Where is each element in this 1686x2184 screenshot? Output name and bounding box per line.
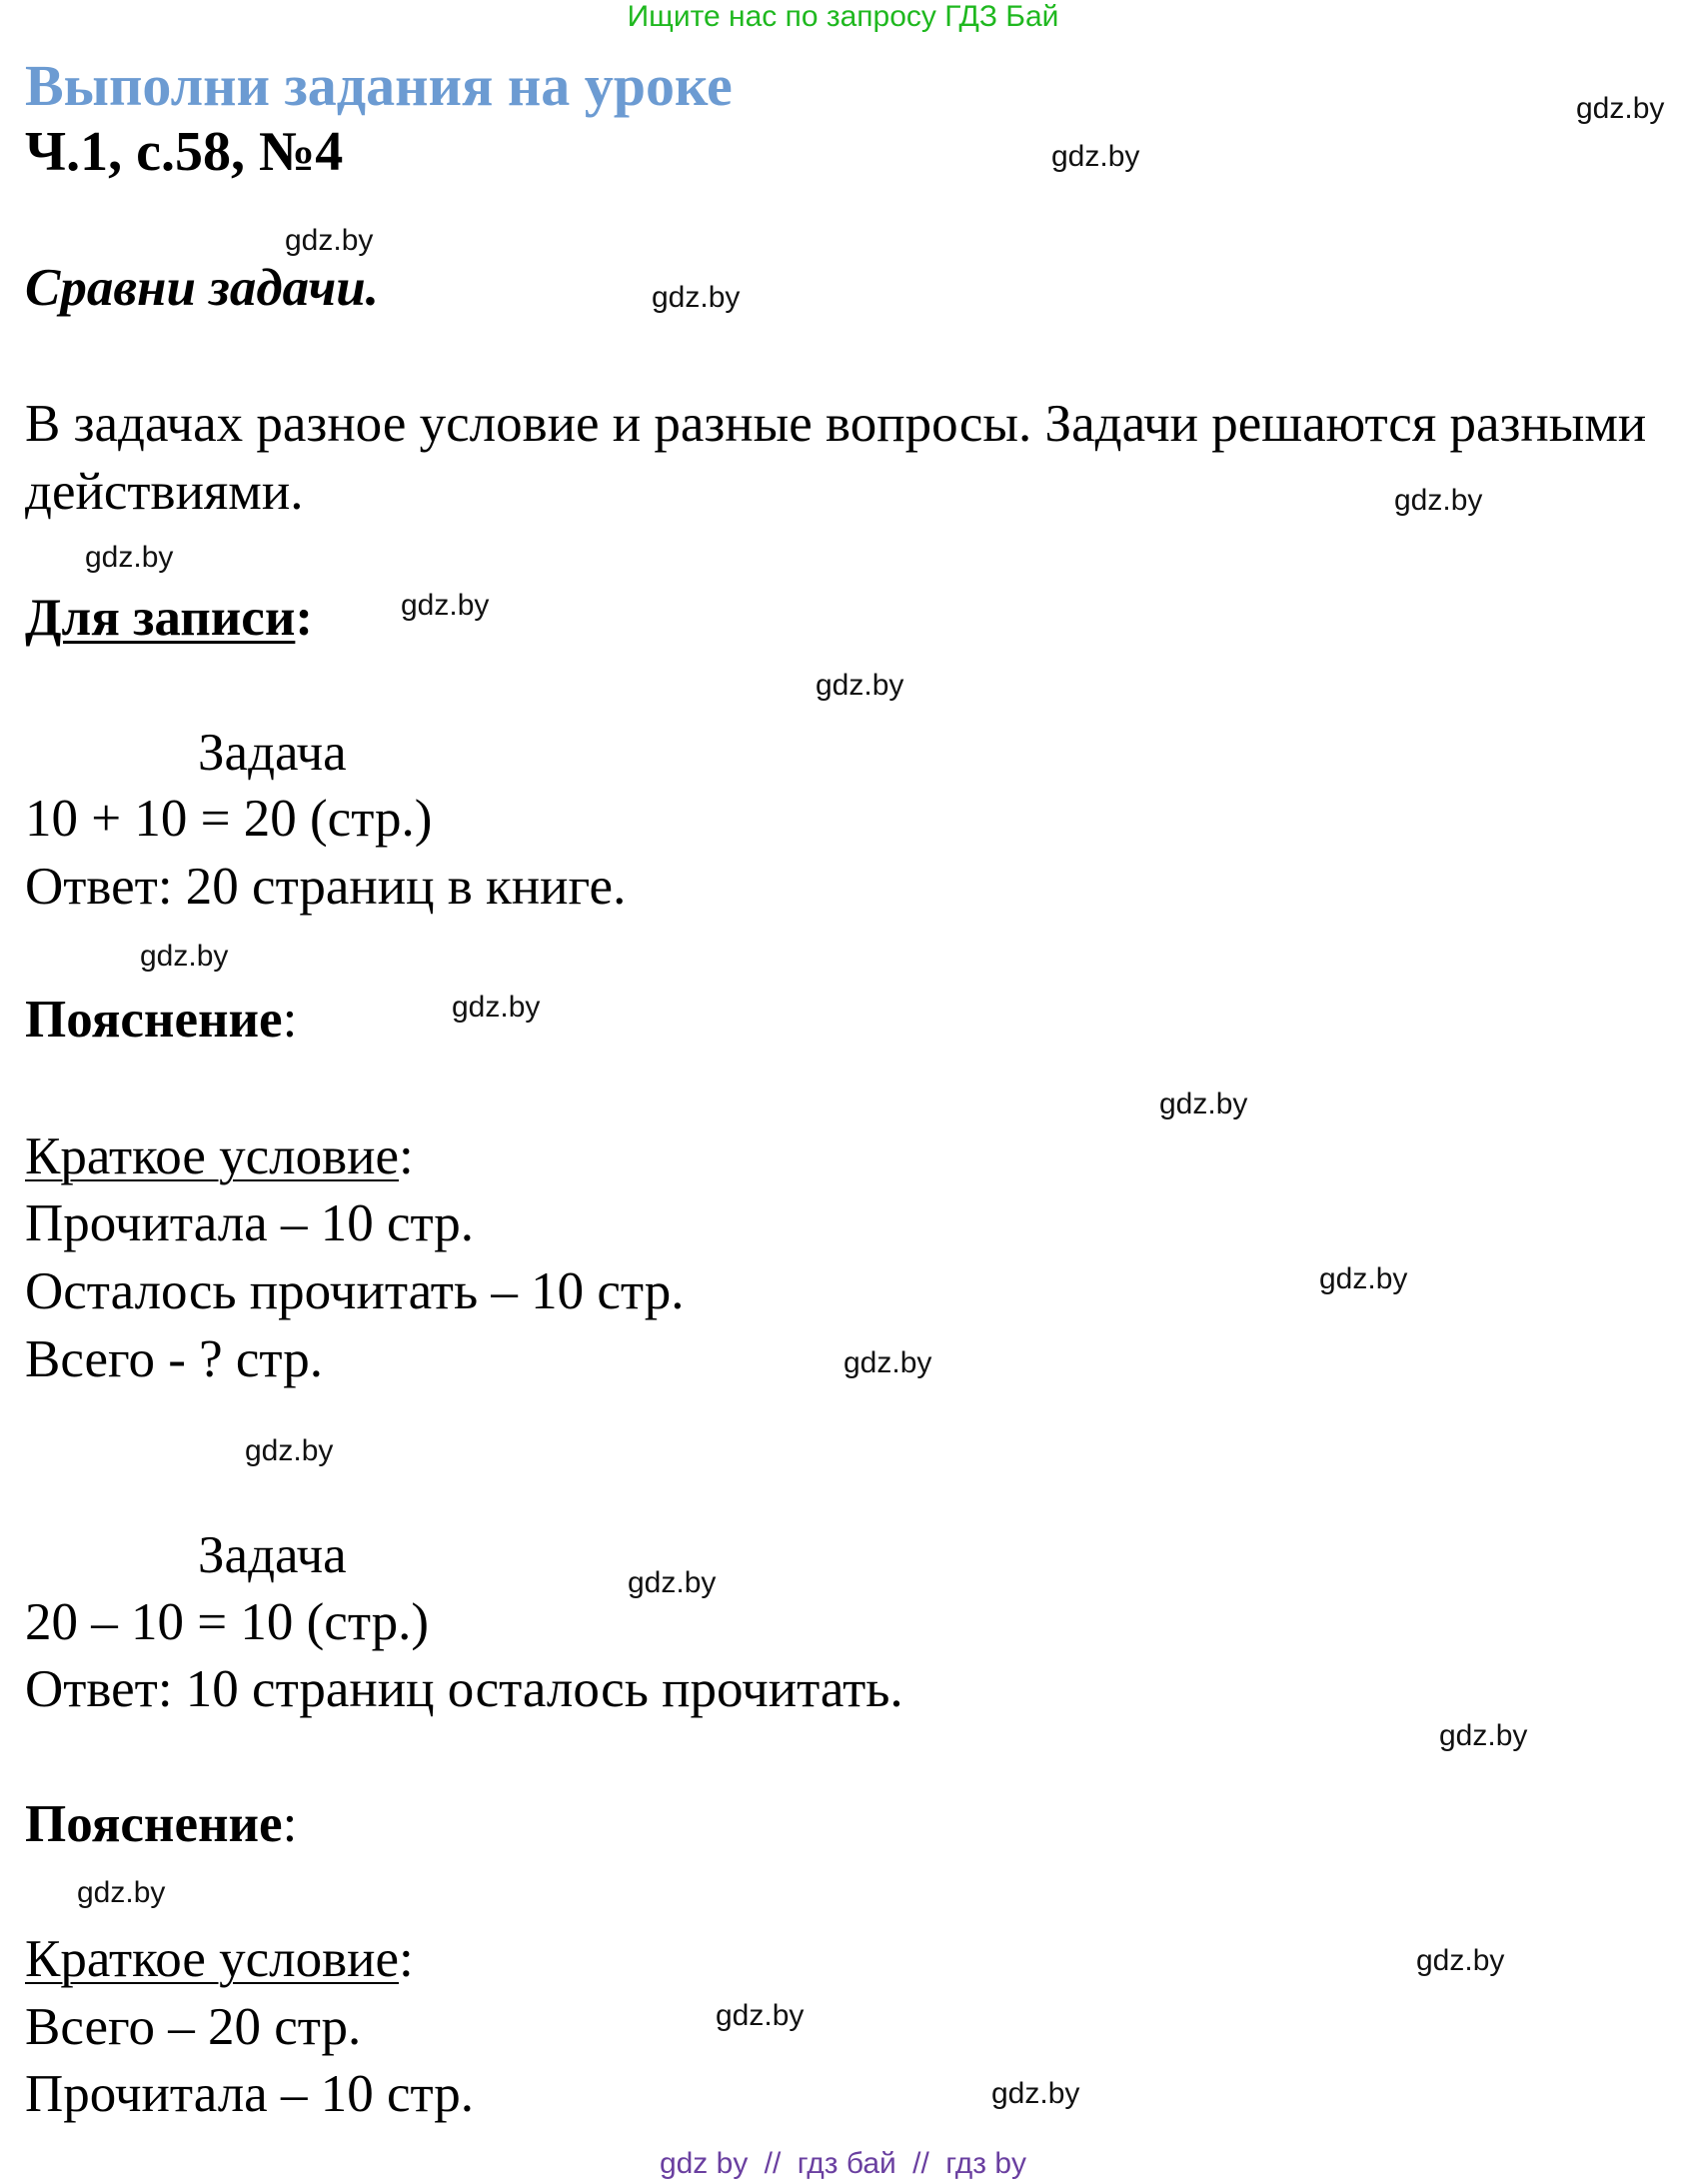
task1-explanation-label: [25, 990, 297, 1050]
task1-answer: Ответ: 20 страниц в книге.: [25, 858, 627, 916]
watermark: gdz.by: [77, 1876, 166, 1909]
watermark: gdz.by: [1319, 1262, 1408, 1295]
task2-heading: Задача: [198, 1526, 347, 1584]
task2-condition-text: Краткое условие: [25, 1930, 400, 1988]
watermark: gdz.by: [1394, 484, 1483, 517]
task1-explanation-text: Пояснение: [25, 991, 283, 1049]
task1-condition-label: [25, 1126, 414, 1186]
watermark: gdz.by: [285, 224, 374, 257]
footer-link[interactable]: гдз бай: [797, 2147, 896, 2180]
lesson-title: Выполни задания на уроке: [25, 53, 733, 118]
footer-link[interactable]: гдз by: [945, 2147, 1027, 2180]
watermark: gdz.by: [1576, 92, 1665, 125]
watermark: gdz.by: [716, 1999, 805, 2032]
task1-condition-text: Краткое условие: [25, 1127, 400, 1185]
task1-heading: Задача: [198, 724, 347, 782]
task2-answer: Ответ: 10 страниц осталось прочитать.: [25, 1660, 903, 1718]
task2-condition-colon: :: [399, 1930, 414, 1988]
footer-separator: //: [764, 2147, 782, 2180]
instruction: Сравни задачи.: [25, 259, 379, 317]
footer: [0, 2147, 1686, 2181]
task1-condition-line: Всего - ? стр.: [25, 1330, 323, 1388]
watermark: gdz.by: [1439, 1719, 1528, 1752]
footer-link[interactable]: gdz by: [659, 2147, 749, 2180]
watermark: gdz.by: [1159, 1088, 1248, 1120]
watermark: gdz.by: [401, 589, 490, 622]
task1-equation: 10 + 10 = 20 (стр.): [25, 790, 433, 848]
record-label: [25, 588, 313, 648]
task1-condition-colon: :: [399, 1127, 414, 1185]
task2-explanation-label: [25, 1794, 297, 1854]
watermark: gdz.by: [843, 1346, 932, 1379]
watermark: gdz.by: [628, 1566, 717, 1599]
task2-equation: 20 – 10 = 10 (стр.): [25, 1593, 430, 1651]
task2-condition-line: Прочитала – 10 стр.: [25, 2065, 475, 2123]
watermark: gdz.by: [652, 281, 741, 314]
record-label-colon: :: [295, 589, 314, 647]
task2-condition-label: [25, 1929, 414, 1989]
task-reference: Ч.1, с.58, №4: [25, 121, 344, 183]
watermark: gdz.by: [452, 991, 541, 1024]
watermark: gdz.by: [140, 940, 229, 973]
answer-text: В задачах разное условие и разные вопросы. Задачи решаются разными действиями.: [25, 395, 1647, 521]
watermark: gdz.by: [1051, 140, 1140, 173]
watermark: gdz.by: [245, 1434, 334, 1467]
task2-condition-line: Всего – 20 стр.: [25, 1998, 362, 2056]
watermark: gdz.by: [85, 541, 174, 574]
record-label-text: Для записи: [25, 589, 296, 647]
watermark: gdz.by: [816, 669, 904, 702]
footer-separator: //: [912, 2147, 929, 2180]
task2-explanation-colon: :: [282, 1795, 298, 1853]
task1-condition-line: Прочитала – 10 стр.: [25, 1194, 475, 1252]
task2-explanation-text: Пояснение: [25, 1795, 283, 1853]
task1-condition-line: Осталось прочитать – 10 стр.: [25, 1262, 685, 1320]
watermark: gdz.by: [1416, 1944, 1505, 1977]
watermark: gdz.by: [991, 2077, 1080, 2110]
top-banner: Ищите нас по запросу ГДЗ Бай: [627, 0, 1059, 33]
task1-explanation-colon: :: [282, 991, 298, 1049]
